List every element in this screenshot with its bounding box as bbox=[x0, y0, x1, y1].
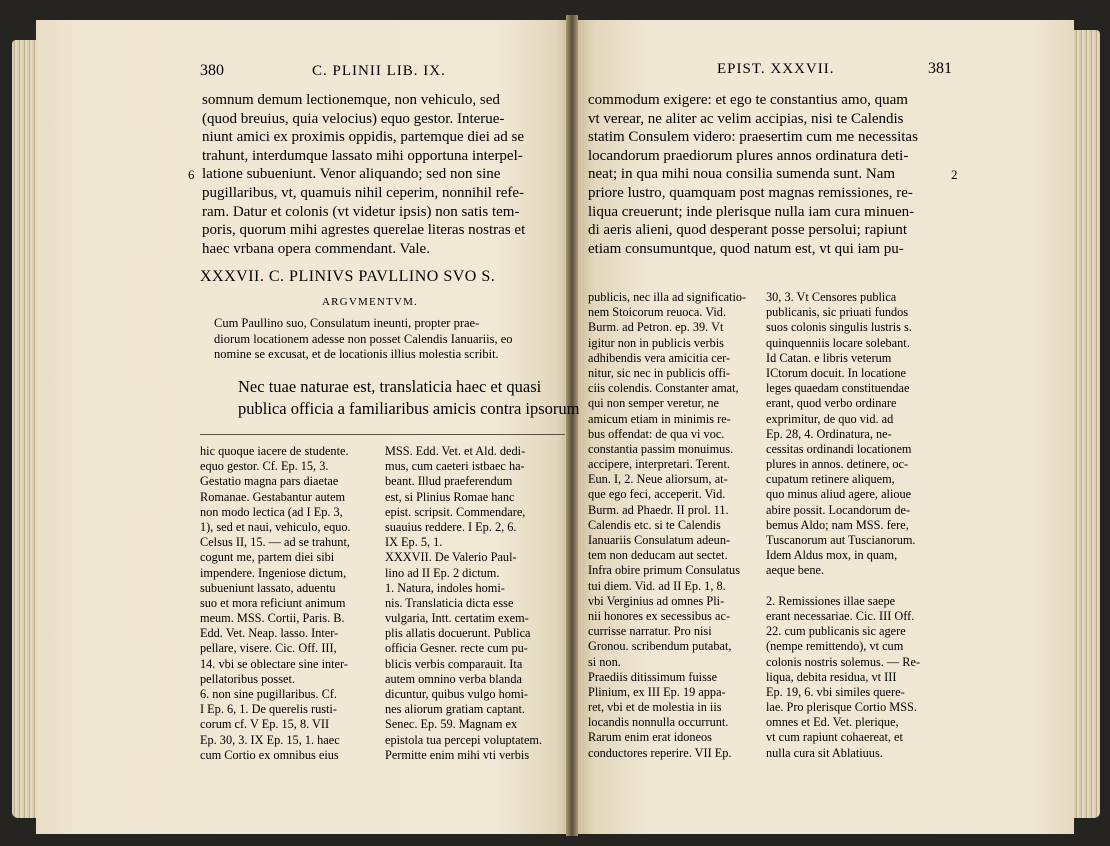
text-line: pellatoribus posset. bbox=[200, 671, 295, 686]
right-running-head: EPIST. XXXVII. bbox=[717, 61, 835, 77]
text-line: poris, quorum mihi agrestes querelae literas nostras et bbox=[202, 222, 526, 239]
text-line: (nempe remittendo), vt cum bbox=[766, 639, 904, 654]
argument-text bbox=[214, 316, 513, 363]
text-line: publicanis, sic priuati fundos bbox=[766, 305, 909, 320]
text-line: 22. cum publicanis sic agere bbox=[766, 624, 906, 639]
text-line: conductores reperire. VII Ep. bbox=[588, 745, 732, 760]
text-line: Calendis etc. si te Calendis bbox=[588, 517, 721, 532]
text-line: publicis, nec illa ad significatio- bbox=[588, 290, 747, 304]
text-line: pellare, visere. Cic. Off. III, bbox=[200, 641, 337, 656]
text-line: Burm. ad Phaedr. II prol. 11. bbox=[588, 502, 729, 517]
text-line: Infra obire primum Consulatus bbox=[588, 563, 740, 578]
text-line: plures in annos. detinere, oc- bbox=[766, 457, 909, 472]
text-line: liqua, debita residua, vt III bbox=[766, 669, 897, 684]
text-line: colonis nostris solemus. — Re- bbox=[766, 654, 921, 669]
text-line: vulgaria, Intt. certatim exem- bbox=[385, 611, 529, 626]
text-line: Eun. I, 2. Neue aliorsum, at- bbox=[588, 472, 728, 487]
text-line: nis. Translaticia dicta esse bbox=[385, 595, 514, 610]
text-line: nitur, sic nec in publicis offi- bbox=[588, 365, 731, 380]
left-page-number: 380 bbox=[200, 62, 224, 79]
text-line: erant, quod verbo ordinare bbox=[766, 396, 897, 411]
right-main-text bbox=[588, 91, 918, 258]
text-line: qui non semper veretur, ne bbox=[588, 396, 719, 411]
text-line: cupatum retinere aliquem, bbox=[766, 472, 895, 487]
text-line: suos colonis singulis lustris s. bbox=[766, 320, 912, 335]
text-line: ret, vbi et de molestia in iis bbox=[588, 700, 722, 715]
text-line: diorum locationem adesse non posset Calendis Ianuariis, eo bbox=[214, 331, 513, 346]
text-line: corum cf. V Ep. 15, 8. VII bbox=[200, 717, 330, 732]
left-notes-col2 bbox=[385, 444, 542, 763]
text-line: nii honores ex secessibus ac- bbox=[588, 608, 731, 623]
text-line: quo minus aliud agere, alioue bbox=[766, 487, 912, 502]
text-line: Permitte enim mihi vti verbis bbox=[385, 747, 530, 762]
text-line: 1. Natura, indoles homi- bbox=[385, 580, 505, 595]
text-line: meum. MSS. Cortii, Paris. B. bbox=[200, 611, 345, 626]
text-line: igitur non in publicis verbis bbox=[588, 335, 724, 350]
text-line: amicum etiam in minimis re- bbox=[588, 411, 731, 426]
text-line: suauius reddere. I Ep. 2, 6. bbox=[385, 519, 517, 534]
text-line: di aeris alieni, quod desperant posse persolui; rapiunt bbox=[588, 222, 908, 239]
text-line: neat; in qua mihi noua consilia sumenda sunt. Nam bbox=[588, 166, 896, 183]
text-line: pugillaribus, vt, quamuis nihil ceperim, nonnihil refe- bbox=[202, 184, 525, 201]
text-line: Gestatio magna pars diaetae bbox=[200, 474, 339, 489]
text-line: Plinium, ex III Ep. 19 appa- bbox=[588, 684, 726, 699]
right-notes-col1 bbox=[588, 290, 746, 761]
text-line: XXXVII. De Valerio Paul- bbox=[385, 550, 517, 565]
text-line: epist. scripsit. Commendare, bbox=[385, 504, 526, 519]
text-line: 1), sed et naui, vehiculo, equo. bbox=[200, 519, 351, 534]
text-line: exprimitur, de quo vid. ad bbox=[766, 411, 894, 426]
text-line: IX Ep. 5, 1. bbox=[385, 535, 443, 550]
text-line: somnum demum lectionemque, non vehiculo, sed bbox=[202, 92, 500, 108]
text-line: cessitas ordinandi locationem bbox=[766, 441, 912, 456]
text-line: niunt amici ex proximis oppidis, partemque diei ad se bbox=[202, 129, 525, 146]
text-line: etiam consumuntque, quod natum est, vt qui iam pu- bbox=[588, 240, 904, 257]
left-page-edges bbox=[12, 40, 38, 818]
text-line: Rarum enim erat idoneos bbox=[588, 730, 712, 745]
text-line: Burm. ad Petron. ep. 39. Vt bbox=[588, 320, 724, 335]
text-line: suo et mora reficiunt animum bbox=[200, 595, 346, 610]
text-line: Tuscanorum aut Tuscianorum. bbox=[766, 533, 916, 547]
text-line: (quod breuius, quia velocius) equo gestor. Interue- bbox=[202, 110, 505, 127]
text-line: liqua creuerunt; inde plerisque nulla iam cura minuen- bbox=[588, 203, 915, 220]
text-line: lino ad II Ep. 2 dictum. bbox=[385, 565, 500, 580]
text-line: ICtorum docuit. In locatione bbox=[766, 365, 907, 380]
text-line: Edd. Vet. Neap. lasso. Inter- bbox=[200, 626, 339, 641]
text-line: 6. non sine pugillaribus. Cf. bbox=[200, 687, 337, 701]
text-line: priore lustro, quamquam post magnas remissiones, re- bbox=[588, 184, 913, 201]
book-gutter bbox=[566, 15, 578, 836]
text-line: vt verear, ne aliter ac velim accipias, nisi te Calendis bbox=[588, 110, 904, 127]
text-line: mus, cum caeteri istbaec ha- bbox=[385, 459, 525, 474]
text-line: Cum Paullino suo, Consulatum ineunti, propter prae- bbox=[214, 316, 480, 330]
text-line: statim Consulem videro: praesertim cum me necessitas bbox=[588, 129, 918, 146]
left-running-head: C. PLINII LIB. IX. bbox=[312, 63, 446, 79]
text-line: tui diem. Vid. ad II Ep. 1, 8. bbox=[588, 578, 726, 593]
text-line: Gronou. scribendum putabat, bbox=[588, 639, 732, 654]
text-line: abire possit. Locandorum de- bbox=[766, 502, 911, 517]
text-line: non modo lectica (ad I Ep. 3, bbox=[200, 504, 343, 519]
text-line: cogunt me, partem diei sibi bbox=[200, 550, 335, 565]
text-line: vbi Verginius ad omnes Pli- bbox=[588, 593, 725, 608]
text-line: erant necessariae. Cic. III Off. bbox=[766, 608, 915, 623]
text-line: 14. vbi se oblectare sine inter- bbox=[200, 656, 348, 671]
text-line: officia Gesner. recte cum pu- bbox=[385, 641, 528, 656]
text-line: 30, 3. Vt Censores publica bbox=[766, 290, 897, 304]
text-line: Celsus II, 15. — ad se trahunt, bbox=[200, 535, 350, 550]
text-line: nes aliorum gratiam captant. bbox=[385, 702, 525, 717]
text-line: Ep. 30, 3. IX Ep. 15, 1. haec bbox=[200, 732, 340, 747]
left-opening-text bbox=[238, 376, 580, 420]
text-line: Id Catan. e libris veterum bbox=[766, 350, 892, 365]
text-line: lae. Pro plerisque Cortio MSS. bbox=[766, 700, 917, 715]
text-line: equo gestor. Cf. Ep. 15, 3. bbox=[200, 459, 329, 474]
text-line: impendere. Ingeniose dictum, bbox=[200, 565, 347, 580]
text-line: locandorum praediorum plures annos ordinatura deti- bbox=[588, 147, 909, 164]
text-line: est, si Plinius Romae hanc bbox=[385, 489, 515, 504]
text-line: plis allatis docuerunt. Publica bbox=[385, 626, 531, 641]
text-line: publica officia a familiaribus amicis contra ipsorum bbox=[238, 399, 580, 418]
text-line: locandis nonnulla occurrunt. bbox=[588, 715, 729, 730]
text-line: epistola tua percepi voluptatem. bbox=[385, 732, 543, 747]
text-line: nulla cura sit Ablatiuus. bbox=[766, 745, 883, 760]
text-line: Ep. 28, 4. Ordinatura, ne- bbox=[766, 426, 892, 441]
text-line: dicuntur, quibus vulgo homi- bbox=[385, 687, 528, 701]
text-line: que ego feci, acceperit. Vid. bbox=[588, 487, 726, 502]
text-line: Senec. Ep. 59. Magnam ex bbox=[385, 717, 518, 732]
text-line: latione subueniunt. Venor aliquando; sed non sine bbox=[202, 166, 501, 183]
text-line: Ep. 19, 6. vbi similes quere- bbox=[766, 684, 905, 699]
text-line: ciis colendis. Constanter amat, bbox=[588, 381, 739, 396]
text-line: leges quaedam constituendae bbox=[766, 381, 910, 396]
left-main-text bbox=[202, 91, 525, 258]
text-line: ram. Datur et colonis (vt videtur ipsis) non satis tem- bbox=[202, 203, 520, 220]
text-line: Idem Aldus mox, in quam, bbox=[766, 548, 898, 563]
text-line: 2. Remissiones illae saepe bbox=[766, 593, 896, 608]
text-line: autem omnino verba blanda bbox=[385, 671, 522, 686]
text-line: omnes et Ed. Vet. plerique, bbox=[766, 715, 899, 730]
text-line bbox=[766, 579, 920, 594]
text-line: Nec tuae naturae est, translaticia haec et quasi bbox=[238, 377, 542, 396]
text-line: nomine se excusat, et de locationis illius molestia scribit. bbox=[214, 347, 499, 361]
text-line: blicis verbis comparauit. Ita bbox=[385, 656, 523, 671]
text-line: si non. bbox=[588, 654, 621, 669]
text-line: bemus Aldo; nam MSS. fere, bbox=[766, 517, 909, 532]
left-notes-col1 bbox=[200, 444, 351, 763]
text-line: beant. Illud praeferendum bbox=[385, 474, 513, 489]
text-line: I Ep. 6, 1. De querelis rusti- bbox=[200, 702, 337, 717]
text-line: trahunt, interdumque lassato mihi opportuna interpel- bbox=[202, 147, 523, 164]
text-line: aeque bene. bbox=[766, 563, 825, 578]
text-line: currisse narratur. Pro nisi bbox=[588, 624, 712, 639]
text-line: hic quoque iacere de studente. bbox=[200, 444, 349, 458]
note-divider bbox=[200, 434, 565, 435]
text-line: Ianuariis Consulatum adeun- bbox=[588, 533, 731, 547]
text-line: commodum exigere: et ego te constantius amo, quam bbox=[588, 92, 908, 108]
right-margin-number: 2 bbox=[951, 167, 958, 182]
text-line: MSS. Edd. Vet. et Ald. dedi- bbox=[385, 444, 526, 458]
text-line: Romanae. Gestabantur autem bbox=[200, 489, 346, 504]
text-line: Praediis ditissimum fuisse bbox=[588, 669, 718, 684]
text-line: vt cum rapiunt cohaereat, et bbox=[766, 730, 903, 745]
text-line: accipere, interpretari. Terent. bbox=[588, 457, 730, 472]
right-page-number: 381 bbox=[928, 60, 952, 77]
text-line: tem non deducam aut sectet. bbox=[588, 548, 728, 563]
text-line: subueniunt lassato, aduentu bbox=[200, 580, 336, 595]
text-line: nem Stoicorum reuoca. Vid. bbox=[588, 305, 727, 320]
text-line: cum Cortio ex omnibus eius bbox=[200, 747, 339, 762]
text-line: quinquenniis locare solebant. bbox=[766, 335, 910, 350]
text-line: adhibendis vera amicitia cer- bbox=[588, 350, 731, 365]
letter-title: XXXVII. C. PLINIVS PAVLLINO SVO S. bbox=[200, 268, 496, 285]
text-line: constantia passim monuimus. bbox=[588, 441, 734, 456]
argument-heading: ARGVMENTVM. bbox=[322, 296, 419, 308]
right-notes-col2 bbox=[766, 290, 920, 761]
left-margin-number: 6 bbox=[188, 167, 195, 182]
text-line: bus offendat: de qua vi voc. bbox=[588, 426, 725, 441]
text-line: haec vrbana opera commendant. Vale. bbox=[202, 240, 430, 257]
